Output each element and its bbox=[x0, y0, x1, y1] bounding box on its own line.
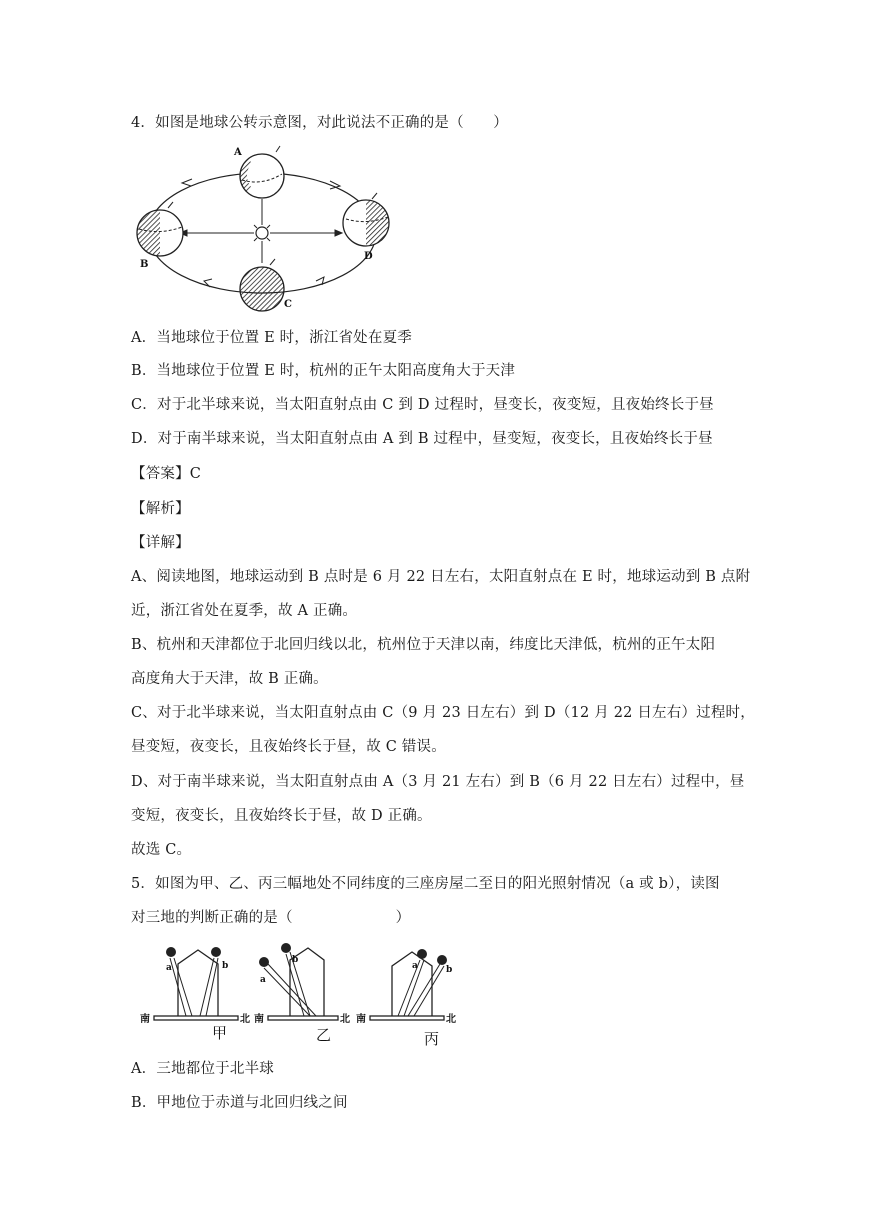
ray-label-a: a bbox=[412, 961, 418, 971]
label-a: A bbox=[234, 147, 242, 158]
earth-position-a bbox=[239, 146, 284, 198]
earth-position-c bbox=[240, 259, 284, 311]
q4-explanation-line: 近，浙江省处在夏季，故 A 正确。 bbox=[131, 603, 358, 619]
q4-answer: 【答案】C bbox=[131, 466, 202, 482]
q4-option-a: A．当地球位于位置 E 时，浙江省处在夏季 bbox=[131, 330, 412, 346]
direction-south: 南 bbox=[254, 1014, 264, 1025]
house-label-yi: 乙 bbox=[316, 1026, 332, 1044]
direction-south: 南 bbox=[356, 1014, 366, 1025]
q4-option-d: D．对于南半球来说，当太阳直射点由 A 到 B 过程中，昼变短，夜变长，且夜始终长于昼 bbox=[131, 431, 713, 447]
sun-icon bbox=[250, 221, 274, 245]
ray-label-b: b bbox=[292, 955, 299, 965]
house-label-jia: 甲 bbox=[212, 1024, 228, 1042]
direction-north: 北 bbox=[240, 1014, 250, 1025]
q5-stem-line: 对三地的判断正确的是（ ） bbox=[131, 910, 411, 926]
earth-position-d bbox=[343, 193, 389, 246]
earth-position-b bbox=[137, 202, 183, 256]
direction-north: 北 bbox=[340, 1014, 350, 1025]
ray-label-a: a bbox=[166, 963, 172, 973]
q5-stem-line: 5．如图为甲、乙、丙三幅地处不同纬度的三座房屋二至日的阳光照射情况（a 或 b），读图 bbox=[131, 876, 720, 892]
ray-label-b: b bbox=[446, 965, 453, 975]
direction-south: 南 bbox=[140, 1014, 150, 1025]
label-d: D bbox=[364, 251, 373, 262]
earth-revolution-figure bbox=[130, 143, 394, 313]
q5-option-a: A．三地都位于北半球 bbox=[131, 1061, 274, 1077]
q4-detail-label: 【详解】 bbox=[131, 535, 190, 551]
direction-north: 北 bbox=[446, 1014, 456, 1025]
q4-explanation-line: D、对于南半球来说，当太阳直射点由 A（3 月 21 左右）到 B（6 月 22 日左右）过程中，昼 bbox=[131, 774, 745, 790]
q4-explanation-line: A、阅读地图，地球运动到 B 点时是 6 月 22 日左右，太阳直射点在 E 时，地球运动到 B 点附 bbox=[131, 569, 751, 585]
q4-explanation-line: 高度角大于天津，故 B 正确。 bbox=[131, 671, 328, 687]
q4-option-b: B．当地球位于位置 E 时，杭州的正午太阳高度角大于天津 bbox=[131, 363, 516, 379]
ray-label-a: a bbox=[260, 975, 266, 985]
q4-explanation-line: 昼变短，夜变长，且夜始终长于昼，故 C 错误。 bbox=[131, 739, 446, 755]
label-c: C bbox=[284, 299, 292, 310]
label-b: B bbox=[140, 259, 149, 270]
q4-conclusion: 故选 C。 bbox=[131, 842, 192, 858]
q4-analysis-label: 【解析】 bbox=[131, 501, 190, 517]
houses-sunlight-figure bbox=[140, 940, 470, 1050]
q4-stem: 4．如图是地球公转示意图，对此说法不正确的是（ ） bbox=[131, 115, 508, 131]
q4-explanation-line: B、杭州和天津都位于北回归线以北，杭州位于天津以南，纬度比天津低，杭州的正午太阳 bbox=[131, 637, 716, 653]
q4-explanation-line: 变短，夜变长，且夜始终长于昼，故 D 正确。 bbox=[131, 808, 432, 824]
house-label-bing: 丙 bbox=[424, 1030, 440, 1048]
ray-label-b: b bbox=[222, 961, 229, 971]
q4-explanation-line: C、对于北半球来说，当太阳直射点由 C（9 月 23 日左右）到 D（12 月 22 日左右）过程时， bbox=[131, 705, 755, 721]
q4-option-c: C．对于北半球来说，当太阳直射点由 C 到 D 过程时，昼变长，夜变短，且夜始终长于昼 bbox=[131, 397, 714, 413]
sun-icon bbox=[166, 943, 447, 967]
q5-option-b: B．甲地位于赤道与北回归线之间 bbox=[131, 1095, 348, 1111]
